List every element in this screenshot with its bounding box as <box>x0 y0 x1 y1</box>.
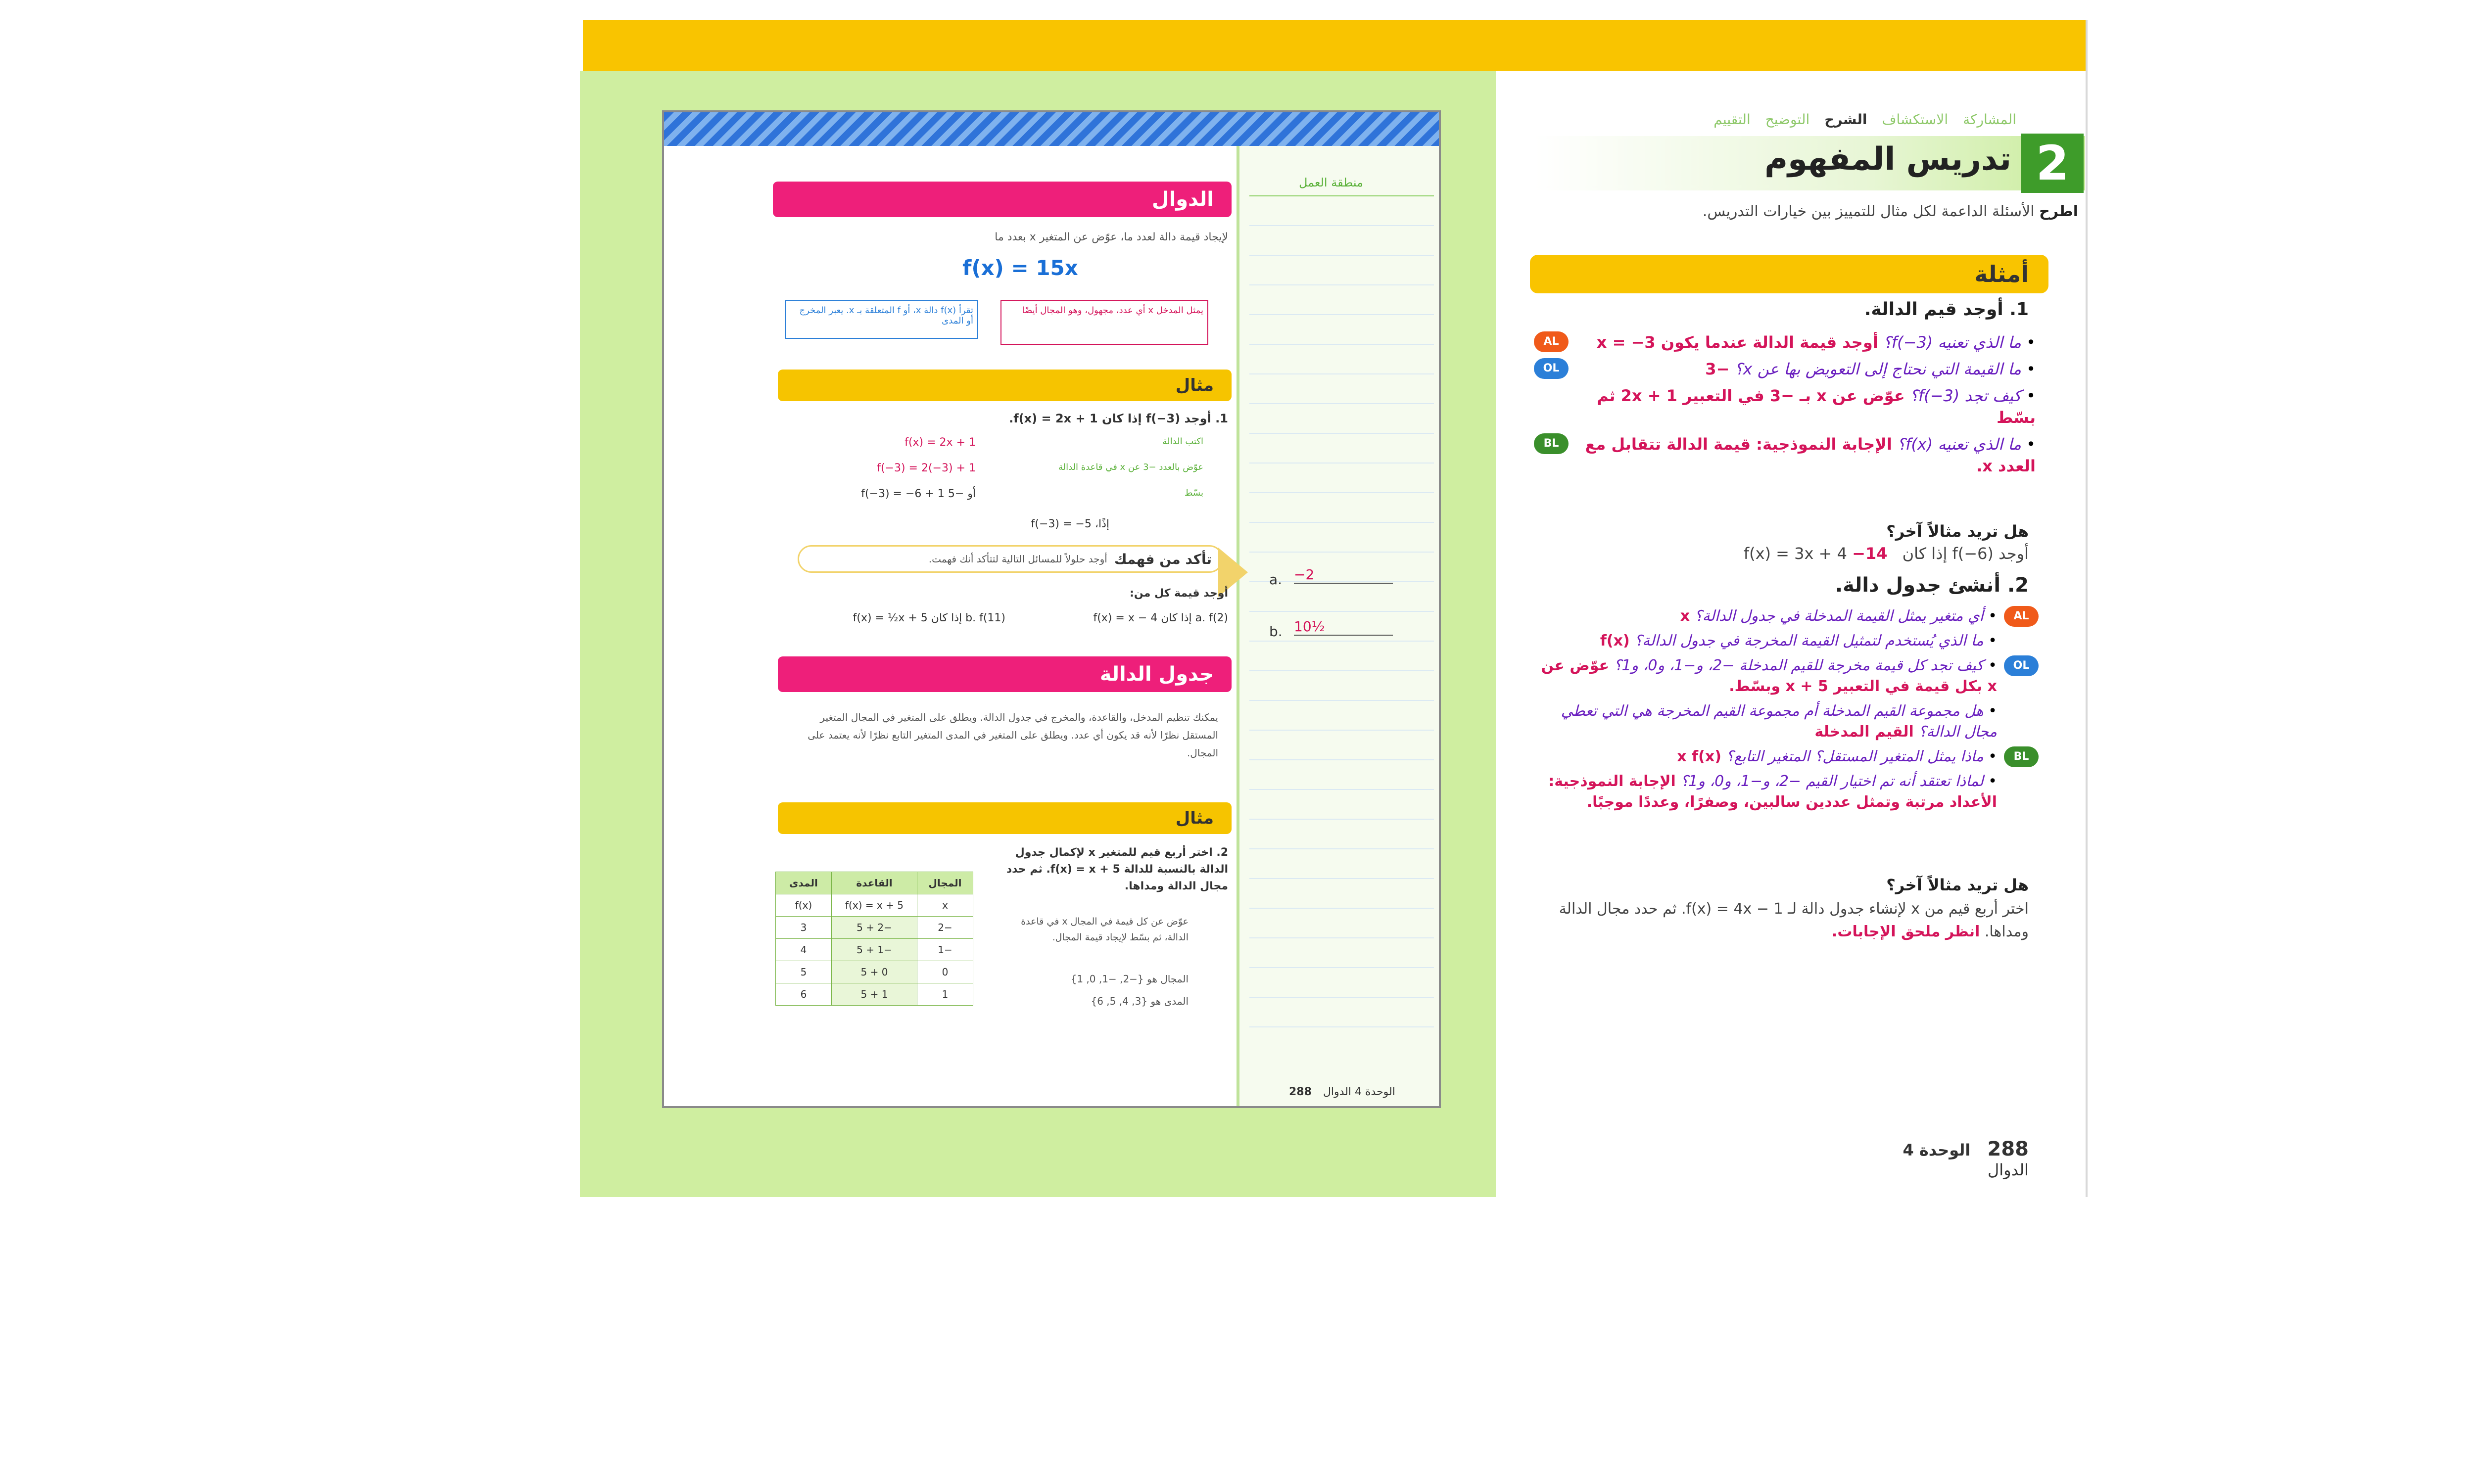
question-item <box>1529 701 2039 742</box>
question-item <box>1529 771 2039 813</box>
table-cell: −2 <box>917 917 973 939</box>
another-example-2-title: هل تريد مثالاً آخر؟ <box>1886 876 2029 894</box>
unit-name: الدوال <box>1987 1160 2029 1179</box>
page-number: 288 <box>1987 1138 2029 1160</box>
table-header: القاعدة <box>832 872 917 894</box>
callout-output: تقرأ f(x) دالة x، أو f المتعلقة بـ x. يعبر المخرج أو المدى <box>785 300 978 339</box>
section-number: 2 <box>2021 134 2084 193</box>
example-2-title: 2. أنشئ جدول دالة. <box>1835 574 2029 597</box>
mini-footer <box>1279 1086 1395 1098</box>
check-label: تأكد من فهمك <box>1114 551 1212 567</box>
question: ماذا يمثل المتغير المستقل؟ المتغير التابع؟ <box>1726 748 1984 765</box>
table-subheader: x <box>917 894 973 917</box>
question-text: • كيف تجد (3−)f؟ عوّض عن x بـ −3 في التعبير 2x + 1 ثم بسّط <box>1597 386 2036 427</box>
another-example-2-text: اختر أربع قيم من x لإنشاء جدول دالة لـ f(x) = 4x − 1. ثم حدد مجال الدالة ومداها. <box>1559 900 2029 940</box>
question-item <box>1534 385 2039 428</box>
question-text: • أي متغير يمثل القيمة المدخلة في جدول الدالة؟ x <box>1680 607 1997 625</box>
table-cell: −2 + 5 <box>832 917 917 939</box>
example-heading-1: مثال <box>778 370 1232 401</box>
step-note: بسّط <box>1184 488 1203 498</box>
table-cell: −1 + 5 <box>832 939 917 961</box>
task-b: b. f(11) إذا كان f(x) = ½x + 5 <box>853 612 1005 624</box>
example-2-steps: عوّض عن كل قيمة في المجال x في قاعدة الدالة، ثم بسّط لإيجاد قيمة المجال. <box>1021 916 1189 943</box>
step-equation: f(−3) = 2(−3) + 1 <box>877 462 976 474</box>
question-text: • ما الذي يُستخدم لتمثيل القيمة المخرجة في جدول الدالة؟ f(x) <box>1600 632 1997 649</box>
task-a: a. f(2) إذا كان f(x) = x − 4 <box>1093 612 1228 624</box>
question: هل مجموعة القيم المدخلة أم مجموعة القيم المخرجة هي التي تعطي مجال الدالة؟ <box>1561 702 1997 741</box>
another-example-2-answer: انظر ملحق الإجابات. <box>1831 923 1980 940</box>
answer: x f(x) <box>1677 748 1721 765</box>
table-cell: 1 + 5 <box>832 983 917 1006</box>
table-row <box>776 939 973 961</box>
functions-intro: لإيجاد قيمة دالة لعدد ما، عوّض عن المتغير x بعدد ما <box>995 231 1228 243</box>
question-text: • ما الذي تعنيه (3−)f؟ أوجد قيمة الدالة عندما يكون x = −3 <box>1596 333 2036 352</box>
lesson-steps-nav <box>1680 111 2016 128</box>
another-example-1-answer: −14 <box>1852 544 1888 563</box>
domain-line: المجال هو {−2, −1, 0, 1} <box>1070 973 1189 985</box>
intro-rest: الأسئلة الداعمة لكل مثال للتمييز بين خيارات التدريس. <box>1702 203 2035 220</box>
function-table-text: يمكنك تنظيم المدخل، والقاعدة، والمخرج في جدول الدالة. ويطلق على المتغير في المجال المتغير المستقل نظرًا لأنه قد يكون أي عدد. ويطلق على المتغير في المدى المتغير التابع نظرًا لأنه يعتمد على المجال. <box>808 711 1218 759</box>
answer: أوجد قيمة الدالة عندما يكون x = −3 <box>1596 333 1878 352</box>
table-cell: 6 <box>776 983 832 1006</box>
question-text: • كيف تجد كل قيمة مخرجة للقيم المدخلة −2، و−1، و0، و1؟ عوّض عن x بكل قيمة في التعبير x + 5 وبسّط. <box>1541 657 1997 695</box>
function-table-heading: جدول الدالة <box>778 656 1232 692</box>
work-zone-column <box>1237 146 1441 1106</box>
table-subheader: f(x) = x + 5 <box>832 894 917 917</box>
answer-a-value: −2 <box>1294 566 1315 583</box>
table-cell: 3 <box>776 917 832 939</box>
student-page-thumbnail <box>662 110 1441 1108</box>
question: لماذا تعتقد أنه تم اختيار القيم −2، و−1، و0، و1؟ <box>1680 773 1984 790</box>
question: ما القيمة التي نحتاج إلى التعويض بها عن x؟ <box>1734 360 2021 378</box>
example-heading-2: مثال <box>778 802 1232 834</box>
question-text: • هل مجموعة القيم المدخلة أم مجموعة القيم المخرجة هي التي تعطي مجال الدالة؟ القيم المدخلة <box>1561 702 1997 741</box>
check-understanding-box <box>798 545 1223 573</box>
question-text: • لماذا تعتقد أنه تم اختيار القيم −2، و−1، و0، و1؟ الإجابة النموذجية: الأعداد مرتبة وتمثل عددين سالبين، وصفرًا، وعددًا موجبًا. <box>1548 773 1997 811</box>
nav-step-explore[interactable]: الاستكشاف <box>1882 111 1949 128</box>
nav-step-evaluate[interactable]: التقييم <box>1713 111 1751 128</box>
answer: −3 <box>1705 360 1730 378</box>
table-cell: 5 <box>776 961 832 983</box>
function-formula: f(x) = 15x <box>962 256 1078 280</box>
question-item <box>1529 631 2039 651</box>
nav-step-engage[interactable]: المشاركة <box>1963 111 2016 128</box>
table-cell: −1 <box>917 939 973 961</box>
unit-label: الوحدة 4 <box>1903 1141 1971 1159</box>
answer: عوّض عن x بـ −3 في التعبير 2x + 1 ثم بسّط <box>1597 386 2036 427</box>
badge-bl: BL <box>2004 746 2039 767</box>
nav-step-explain[interactable]: الشرح <box>1824 111 1867 128</box>
step-row <box>827 436 1218 462</box>
question-item <box>1534 358 2039 380</box>
nav-step-elaborate[interactable]: التوضيح <box>1765 111 1810 128</box>
step-equation: f(x) = 2x + 1 <box>904 436 976 449</box>
badge-ol: OL <box>2004 655 2039 676</box>
badge-none <box>2004 631 2039 651</box>
table-header: المدى <box>776 872 832 894</box>
question: ما الذي تعنيه (3−)f؟ <box>1883 333 2021 352</box>
page-edge <box>2086 20 2088 1197</box>
question-text: • ما الذي تعنيه f(x)؟ الإجابة النموذجية: قيمة الدالة تتقابل مع العدد x. <box>1585 435 2036 475</box>
section-title: تدريس المفهوم <box>1764 141 2011 178</box>
answer: f(x) <box>1600 632 1630 649</box>
badge-al: AL <box>2004 606 2039 627</box>
answer: القيم المدخلة <box>1814 723 1914 741</box>
table-cell: 1 <box>917 983 973 1006</box>
student-page-header-stripes <box>664 112 1439 146</box>
question: أي متغير يمثل القيمة المدخلة في جدول الدالة؟ <box>1694 607 1984 625</box>
another-example-2 <box>1524 898 2029 943</box>
range-line: المدى هو {3, 4, 5, 6} <box>1091 995 1189 1007</box>
table-cell: 4 <box>776 939 832 961</box>
table-subheader: f(x) <box>776 894 832 917</box>
answer-b-label: b. <box>1269 623 1283 640</box>
examples-heading: أمثلة <box>1530 255 2048 293</box>
table-row <box>776 961 973 983</box>
badge-ol: OL <box>1534 358 1569 379</box>
badge-al: AL <box>1534 331 1569 352</box>
example-2-questions <box>1529 606 2039 813</box>
example-1-result: إذًا، f(−3) = −5 <box>1031 518 1109 530</box>
question-item <box>1529 606 2039 627</box>
example-1-steps <box>827 436 1218 513</box>
answer: عوّض عن x بكل قيمة في التعبير x + 5 وبسّط. <box>1541 657 1997 695</box>
another-example-1 <box>1534 544 2029 563</box>
badge-bl: BL <box>1534 433 1569 454</box>
question-item <box>1534 433 2039 477</box>
question-text: • ما القيمة التي نحتاج إلى التعويض بها عن x؟ −3 <box>1705 360 2036 378</box>
find-each-label: أوجد قيمة كل من: <box>1130 587 1228 600</box>
question: ما الذي تعنيه f(x)؟ <box>1897 435 2021 454</box>
another-example-1-text: أوجد (6−)f إذا كان f(x) = 3x + 4 <box>1743 544 2029 563</box>
question-text: • ماذا يمثل المتغير المستقل؟ المتغير التابع؟ x f(x) <box>1677 748 1997 765</box>
example-1-questions <box>1534 331 2039 477</box>
answer: الإجابة النموذجية: الأعداد مرتبة وتمثل عددين سالبين، وصفرًا، وعددًا موجبًا. <box>1548 773 1997 811</box>
example-1-prompt: 1. أوجد (3−)f إذا كان f(x) = 2x + 1. <box>1009 412 1228 425</box>
table-header: المجال <box>917 872 973 894</box>
step-equation: f(−3) = −6 + 1 أو −5 <box>861 488 976 500</box>
table-cell: 0 <box>917 961 973 983</box>
question: كيف تجد (3−)f؟ <box>1909 386 2021 405</box>
table-cell: 0 + 5 <box>832 961 917 983</box>
example-1-title: 1. أوجد قيم الدالة. <box>1864 299 2029 320</box>
answer-a-field <box>1294 566 1393 584</box>
question: ما الذي يُستخدم لتمثيل القيمة المخرجة في جدول الدالة؟ <box>1634 632 1984 649</box>
mini-footer-page: 288 <box>1289 1086 1312 1098</box>
badge-none <box>2004 771 2039 813</box>
answer-a-label: a. <box>1269 571 1283 588</box>
answer: x <box>1680 607 1690 625</box>
function-table <box>775 872 973 1006</box>
mini-footer-unit: الوحدة 4 الدوال <box>1323 1086 1395 1098</box>
another-example-1-title: هل تريد مثالاً آخر؟ <box>1886 522 2029 541</box>
intro-line <box>1583 203 2078 220</box>
badge-none <box>1534 385 1569 428</box>
example-2-prompt: 2. اختر أربع قيم للمتغير x لإكمال جدول الدالة بالنسبة للدالة f(x) = x + 5. ثم حدد مجال الدالة ومداها. <box>1006 846 1228 892</box>
page-footer <box>1860 1138 2029 1179</box>
table-row <box>776 917 973 939</box>
answer-b-field <box>1294 618 1393 636</box>
check-text: أوجد حلولاً للمسائل التالية لتتأكد أنك فهمت. <box>928 553 1107 565</box>
step-note: اكتب الدالة <box>1162 436 1203 447</box>
answer: الإجابة النموذجية: قيمة الدالة تتقابل مع العدد x. <box>1585 435 2036 475</box>
badge-none <box>2004 701 2039 742</box>
question-item <box>1529 655 2039 697</box>
question-item <box>1529 746 2039 767</box>
work-zone-label: منطقة العمل <box>1298 176 1364 189</box>
callout-input: يمثل المدخل x أي عدد، مجهول، وهو المجال أيضًا <box>1000 300 1208 345</box>
step-row <box>827 488 1218 513</box>
intro-bold: اطرح <box>2039 203 2078 220</box>
step-note: عوّض بالعدد −3 عن x في قاعدة الدالة <box>1058 462 1203 472</box>
table-row <box>776 983 973 1006</box>
answer-b-value: 10½ <box>1294 618 1325 635</box>
top-banner <box>583 20 2087 71</box>
question-item <box>1534 331 2039 353</box>
step-row <box>827 462 1218 488</box>
question: كيف تجد كل قيمة مخرجة للقيم المدخلة −2، و−1، و0، و1؟ <box>1614 657 1984 674</box>
functions-heading: الدوال <box>773 182 1232 217</box>
